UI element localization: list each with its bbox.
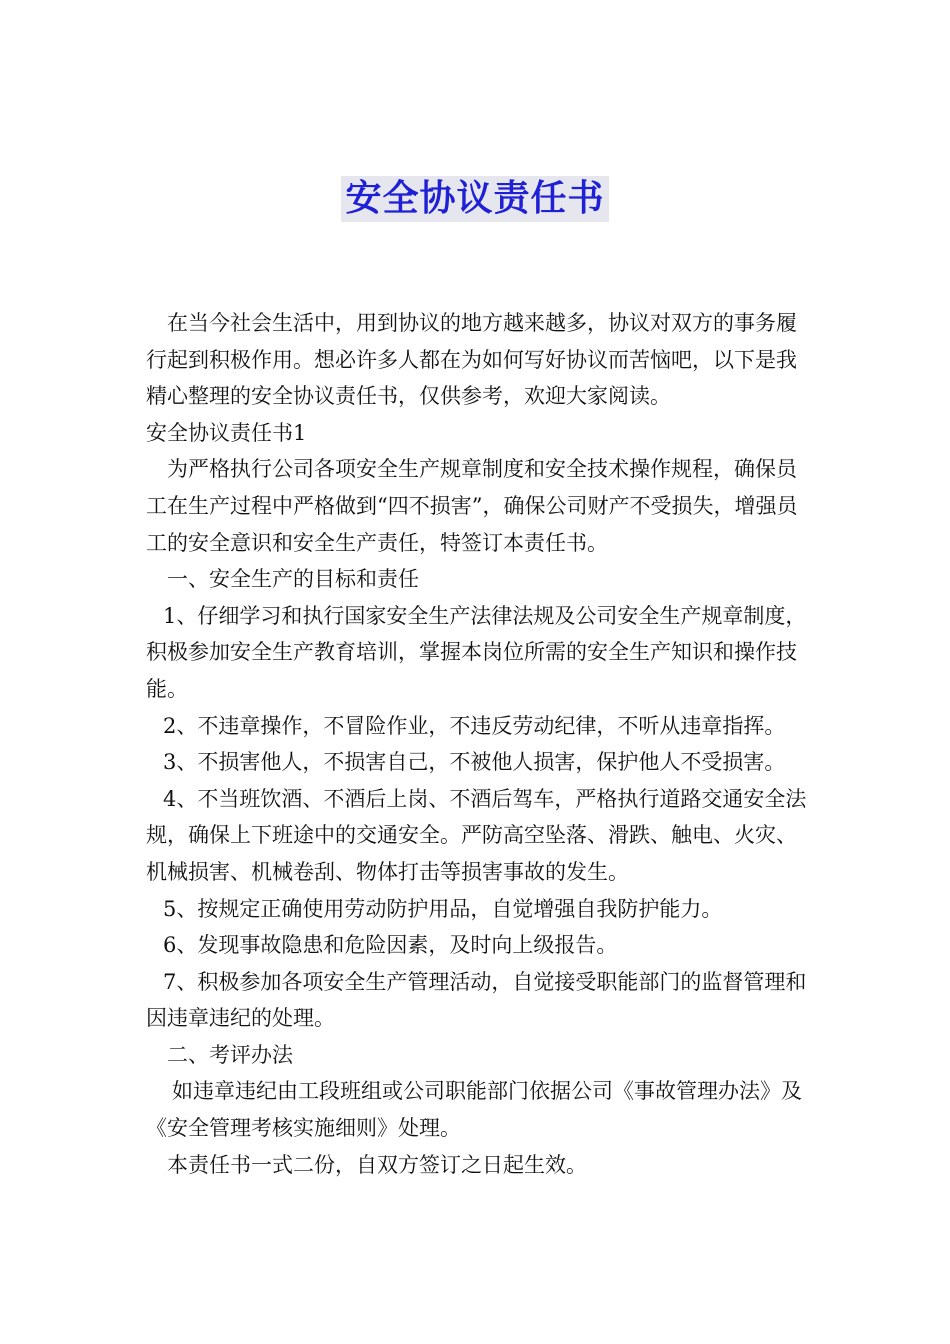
evaluation-paragraph: 如违章违纪由工段班组或公司职能部门依据公司《事故管理办法》及《安全管理考核实施细则》处理。 xyxy=(146,1079,802,1141)
effective-paragraph: 本责任书一式二份，自双方签订之日起生效。 xyxy=(167,1152,587,1177)
purpose-paragraph: 为严格执行公司各项安全生产规章制度和安全技术操作规程，确保员工在生产过程中严格做到“四不损害”，确保公司财产不受损失，增强员工的安全意识和安全生产责任，特签订本责任书。 xyxy=(146,457,798,555)
item-3: 3、不损害他人，不损害自己，不被他人损害，保护他人不受损害。 xyxy=(163,750,786,775)
section-title-1: 安全协议责任书1 xyxy=(146,420,307,445)
heading-evaluation: 二、考评办法 xyxy=(167,1042,293,1067)
item-4: 4、不当班饮酒、不酒后上岗、不酒后驾车，严格执行道路交通安全法规，确保上下班途中的交通安全。严防高空坠落、滑跌、触电、火灾、机械损害、机械卷刮、物体打击等损害事故的发生。 xyxy=(146,786,807,884)
document-title: 安全协议责任书 xyxy=(341,176,608,222)
item-7: 7、积极参加各项安全生产管理活动，自觉接受职能部门的监督管理和因违章违纪的处理。 xyxy=(146,969,807,1031)
item-2: 2、不违章操作，不冒险作业，不违反劳动纪律，不听从违章指挥。 xyxy=(163,713,786,738)
item-5: 5、按规定正确使用劳动防护用品，自觉增强自我防护能力。 xyxy=(163,896,723,921)
item-1: 1、仔细学习和执行国家安全生产法律法规及公司安全生产规章制度，积极参加安全生产教育培训，掌握本岗位所需的安全生产知识和操作技能。 xyxy=(146,603,807,701)
heading-goals: 一、安全生产的目标和责任 xyxy=(167,567,419,592)
item-6: 6、发现事故隐患和危险因素，及时向上级报告。 xyxy=(163,933,618,958)
intro-paragraph: 在当今社会生活中，用到协议的地方越来越多，协议对双方的事务履行起到积极作用。想必许多人都在为如何写好协议而苦恼吧，以下是我精心整理的安全协议责任书，仅供参考，欢迎大家阅读。 xyxy=(146,311,797,409)
title-container xyxy=(0,176,950,222)
document-body xyxy=(146,305,814,1183)
